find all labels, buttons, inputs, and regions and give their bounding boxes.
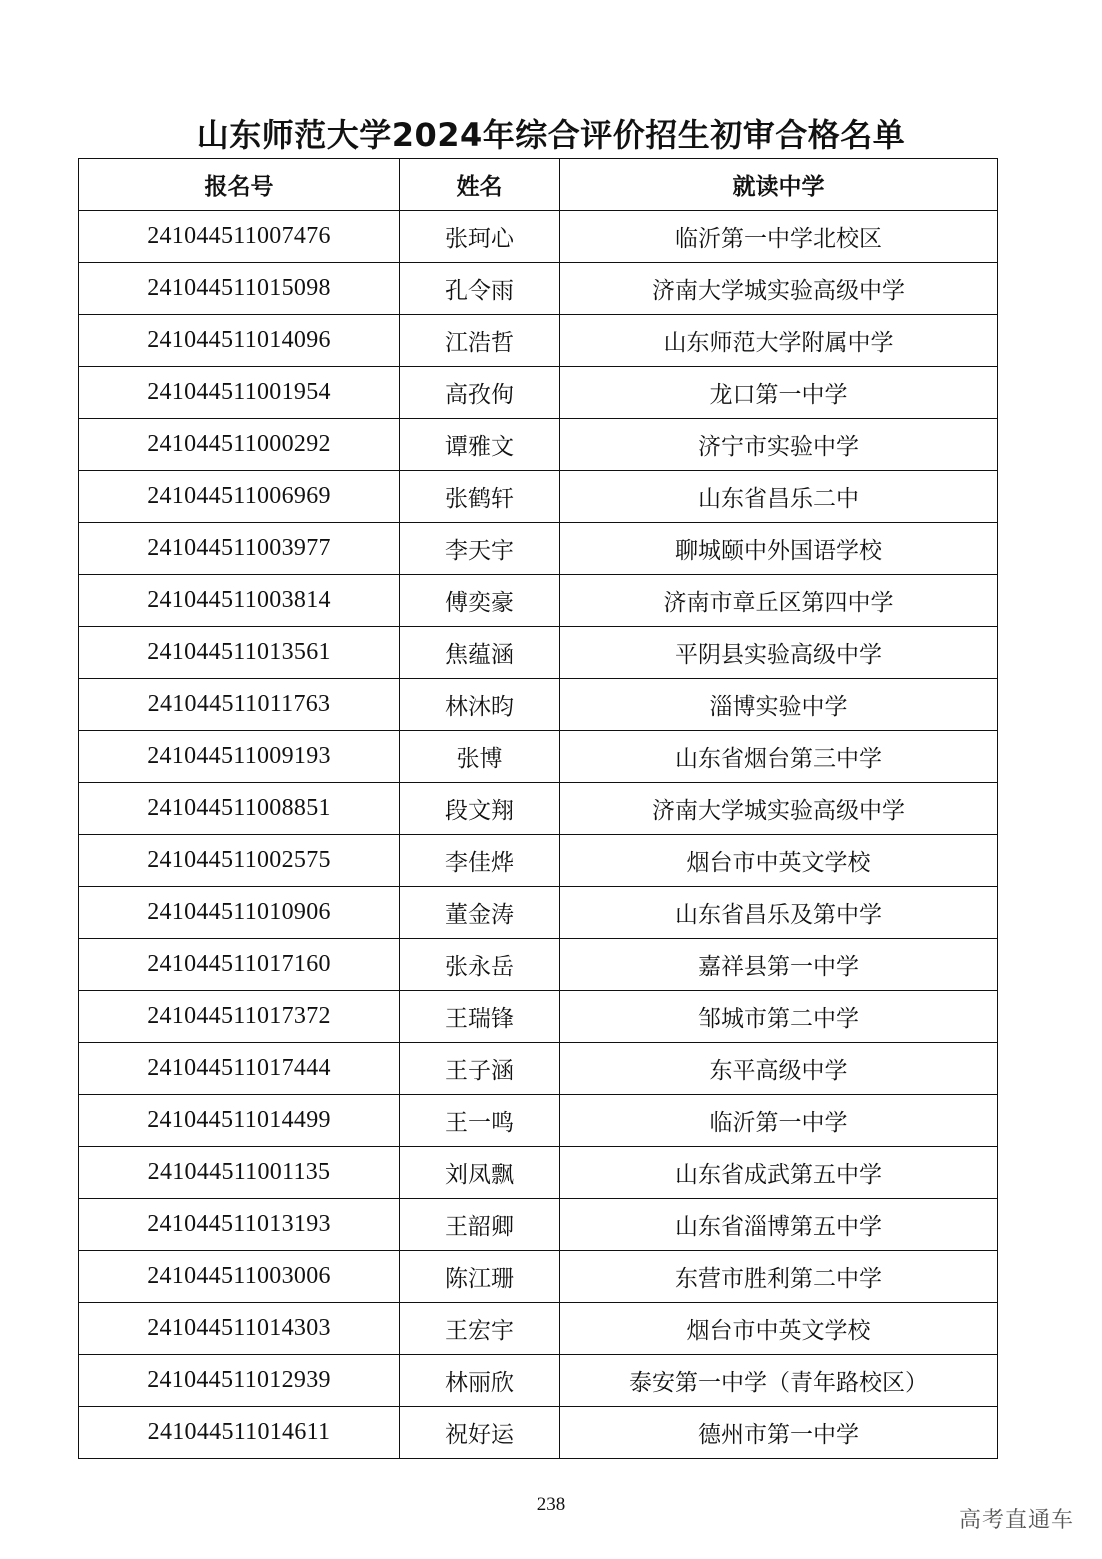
table-row [79,1043,998,1095]
cell-student-name: 王瑞锋 [400,991,560,1043]
cell-registration-number: 241044511013193 [79,1199,400,1251]
cell-school-name: 济宁市实验中学 [560,419,998,471]
table-row [79,367,998,419]
cell-student-name: 谭雅文 [400,419,560,471]
table-body [79,211,998,1459]
table-row [79,627,998,679]
cell-student-name: 江浩哲 [400,315,560,367]
table-row [79,471,998,523]
cell-school-name: 平阴县实验高级中学 [560,627,998,679]
page-number: 238 [536,1494,566,1515]
cell-registration-number: 241044511001954 [79,367,400,419]
cell-registration-number: 241044511015098 [79,263,400,315]
cell-student-name: 林沐昀 [400,679,560,731]
cell-registration-number: 241044511002575 [79,835,400,887]
table-row [79,731,998,783]
table-row [79,939,998,991]
cell-registration-number: 241044511003977 [79,523,400,575]
cell-student-name: 陈江珊 [400,1251,560,1303]
cell-student-name: 王一鸣 [400,1095,560,1147]
cell-student-name: 傅奕豪 [400,575,560,627]
cell-school-name: 烟台市中英文学校 [560,1303,998,1355]
cell-school-name: 德州市第一中学 [560,1407,998,1459]
cell-registration-number: 241044511014611 [79,1407,400,1459]
cell-school-name: 泰安第一中学（青年路校区） [560,1355,998,1407]
table-row [79,1095,998,1147]
cell-student-name: 林丽欣 [400,1355,560,1407]
table-row [79,887,998,939]
table-row [79,575,998,627]
cell-school-name: 嘉祥县第一中学 [560,939,998,991]
table-row [79,991,998,1043]
cell-registration-number: 241044511017444 [79,1043,400,1095]
cell-registration-number: 241044511012939 [79,1355,400,1407]
cell-school-name: 东营市胜利第二中学 [560,1251,998,1303]
cell-student-name: 焦蕴涵 [400,627,560,679]
table-row [79,1199,998,1251]
cell-student-name: 王韶卿 [400,1199,560,1251]
cell-registration-number: 241044511011763 [79,679,400,731]
header-school: 就读中学 [560,159,998,211]
cell-student-name: 刘凤飘 [400,1147,560,1199]
cell-registration-number: 241044511007476 [79,211,400,263]
cell-student-name: 李天宇 [400,523,560,575]
cell-student-name: 王子涵 [400,1043,560,1095]
cell-student-name: 李佳烨 [400,835,560,887]
cell-student-name: 孔令雨 [400,263,560,315]
cell-student-name: 张永岳 [400,939,560,991]
cell-student-name: 高孜佝 [400,367,560,419]
cell-school-name: 聊城颐中外国语学校 [560,523,998,575]
table-row [79,1407,998,1459]
cell-registration-number: 241044511008851 [79,783,400,835]
cell-student-name: 祝好运 [400,1407,560,1459]
table-row [79,1355,998,1407]
cell-registration-number: 241044511003814 [79,575,400,627]
cell-school-name: 临沂第一中学北校区 [560,211,998,263]
cell-school-name: 东平高级中学 [560,1043,998,1095]
table-row [79,523,998,575]
cell-school-name: 济南大学城实验高级中学 [560,783,998,835]
header-registration-number: 报名号 [79,159,400,211]
cell-school-name: 山东师范大学附属中学 [560,315,998,367]
cell-school-name: 烟台市中英文学校 [560,835,998,887]
table-row [79,1147,998,1199]
cell-school-name: 龙口第一中学 [560,367,998,419]
cell-registration-number: 241044511013561 [79,627,400,679]
cell-school-name: 山东省烟台第三中学 [560,731,998,783]
cell-student-name: 张鹤轩 [400,471,560,523]
cell-registration-number: 241044511014303 [79,1303,400,1355]
admission-list-table [78,158,998,1459]
cell-student-name: 董金涛 [400,887,560,939]
cell-school-name: 济南市章丘区第四中学 [560,575,998,627]
cell-registration-number: 241044511017372 [79,991,400,1043]
table-row [79,835,998,887]
cell-registration-number: 241044511001135 [79,1147,400,1199]
table-row [79,1251,998,1303]
cell-registration-number: 241044511003006 [79,1251,400,1303]
cell-school-name: 淄博实验中学 [560,679,998,731]
document-title: 山东师范大学2024年综合评价招生初审合格名单 [196,116,906,154]
header-name: 姓名 [400,159,560,211]
cell-school-name: 邹城市第二中学 [560,991,998,1043]
table-row [79,263,998,315]
cell-registration-number: 241044511014499 [79,1095,400,1147]
cell-registration-number: 241044511010906 [79,887,400,939]
table-row [79,211,998,263]
cell-school-name: 山东省昌乐二中 [560,471,998,523]
table-row [79,1303,998,1355]
cell-registration-number: 241044511017160 [79,939,400,991]
cell-school-name: 山东省淄博第五中学 [560,1199,998,1251]
table-row [79,679,998,731]
cell-student-name: 张博 [400,731,560,783]
table-header-row [79,159,998,211]
table-row [79,783,998,835]
cell-registration-number: 241044511000292 [79,419,400,471]
cell-registration-number: 241044511014096 [79,315,400,367]
cell-student-name: 段文翔 [400,783,560,835]
cell-school-name: 临沂第一中学 [560,1095,998,1147]
cell-school-name: 山东省昌乐及第中学 [560,887,998,939]
table-row [79,419,998,471]
cell-student-name: 张珂心 [400,211,560,263]
cell-school-name: 济南大学城实验高级中学 [560,263,998,315]
cell-registration-number: 241044511009193 [79,731,400,783]
cell-school-name: 山东省成武第五中学 [560,1147,998,1199]
cell-student-name: 王宏宇 [400,1303,560,1355]
cell-registration-number: 241044511006969 [79,471,400,523]
table-row [79,315,998,367]
watermark-text: 高考直通车 [958,1508,1074,1533]
